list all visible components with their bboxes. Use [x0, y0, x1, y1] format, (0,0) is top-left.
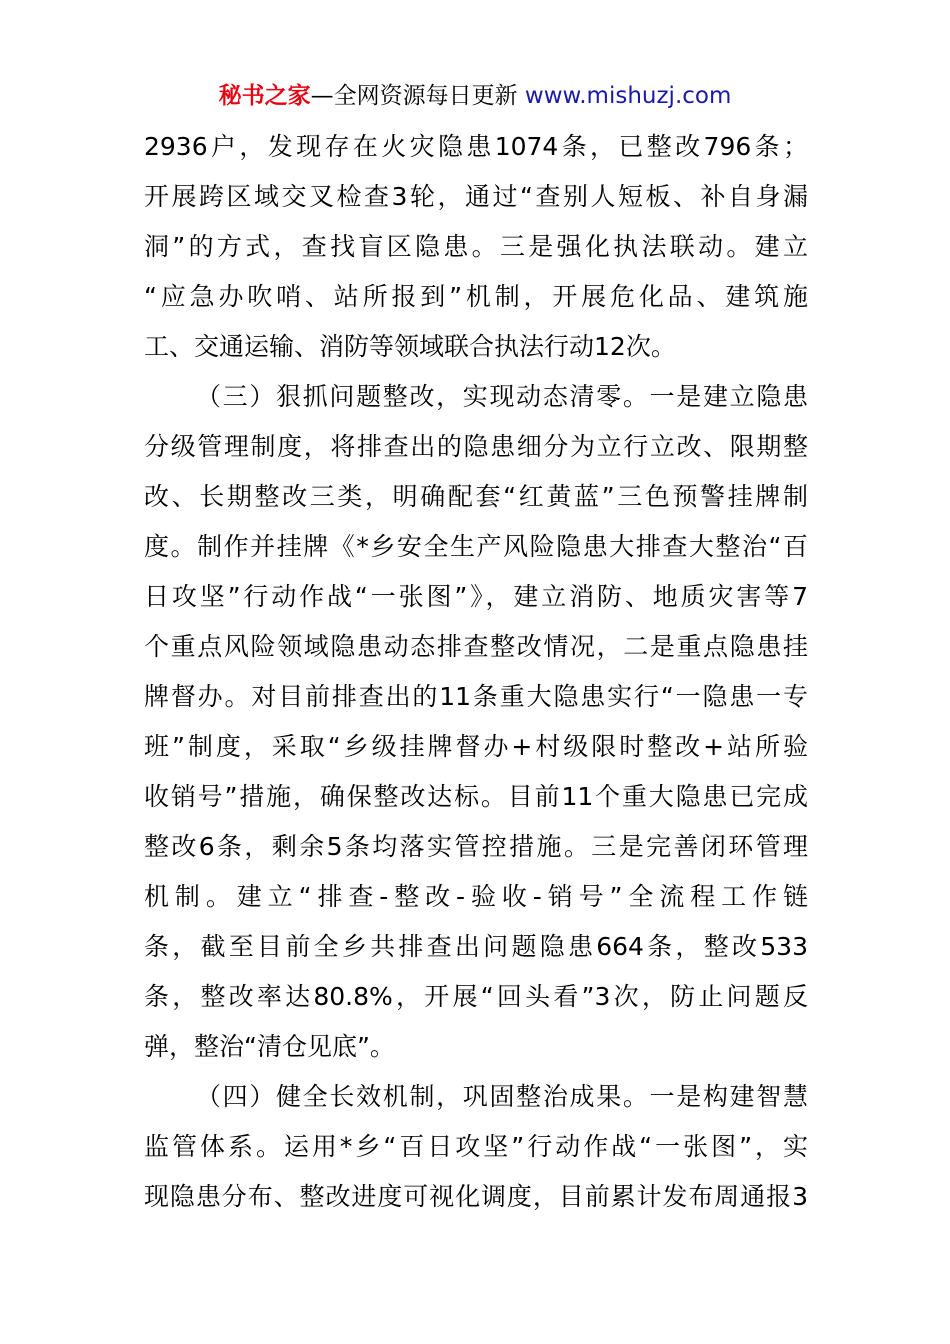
text-line: 收销号”措施，确保整改达标。目前11个重大隐患已完成: [144, 782, 808, 811]
text-line: 分级管理制度，将排查出的隐患细分为立行立改、限期整: [144, 432, 808, 461]
text-line: 开展跨区域交叉检查3轮，通过“查别人短板、补自身漏: [144, 182, 808, 211]
text-line: 现隐患分布、整改进度可视化调度，目前累计发布周通报3: [144, 1182, 808, 1211]
document-body: [144, 122, 808, 1222]
text-line: 监管体系。运用*乡“百日攻坚”行动作战“一张图”，实: [144, 1132, 808, 1161]
text-line: 2936户，发现存在火灾隐患1074条，已整改796条；: [144, 132, 808, 161]
text-line: 度。制作并挂牌《*乡安全生产风险隐患大排查大整治“百: [144, 532, 808, 561]
text-line: 条，截至目前全乡共排查出问题隐患664条，整改533: [144, 932, 808, 961]
text-line: 工、交通运输、消防等领域联合执法行动12次。: [144, 332, 676, 361]
text-line: 整改6条，剩余5条均落实管控措施。三是完善闭环管理: [144, 832, 808, 861]
site-watermark-header: [0, 80, 950, 112]
text-line: 改、长期整改三类，明确配套“红黄蓝”三色预警挂牌制: [144, 482, 808, 511]
text-line: 机制。建立“排查-整改-验收-销号”全流程工作链: [144, 882, 808, 911]
text-line: 牌督办。对目前排查出的11条重大隐患实行“一隐患一专: [144, 682, 808, 711]
text-line: “应急办吹哨、站所报到”机制，开展危化品、建筑施: [144, 282, 808, 311]
brand-tagline: —全网资源每日更新: [310, 83, 518, 109]
brand-name: 秘书之家: [218, 83, 311, 109]
text-line: 条，整改率达80.8%，开展“回头看”3次，防止问题反: [144, 982, 808, 1011]
text-line: 洞”的方式，查找盲区隐患。三是强化执法联动。建立: [144, 232, 808, 261]
text-line: 班”制度，采取“乡级挂牌督办+村级限时整改+站所验: [144, 732, 808, 761]
section-heading-line: （四）健全长效机制，巩固整治成果。一是构建智慧: [196, 1082, 808, 1111]
site-url: www.mishuzj.com: [524, 83, 732, 109]
text-line: 个重点风险领域隐患动态排查整改情况，二是重点隐患挂: [144, 632, 808, 661]
text-line: 日攻坚”行动作战“一张图”》，建立消防、地质灾害等7: [144, 582, 808, 611]
text-line: 弹，整治“清仓见底”。: [144, 1032, 395, 1061]
section-heading-line: （三）狠抓问题整改，实现动态清零。一是建立隐患: [196, 382, 808, 411]
